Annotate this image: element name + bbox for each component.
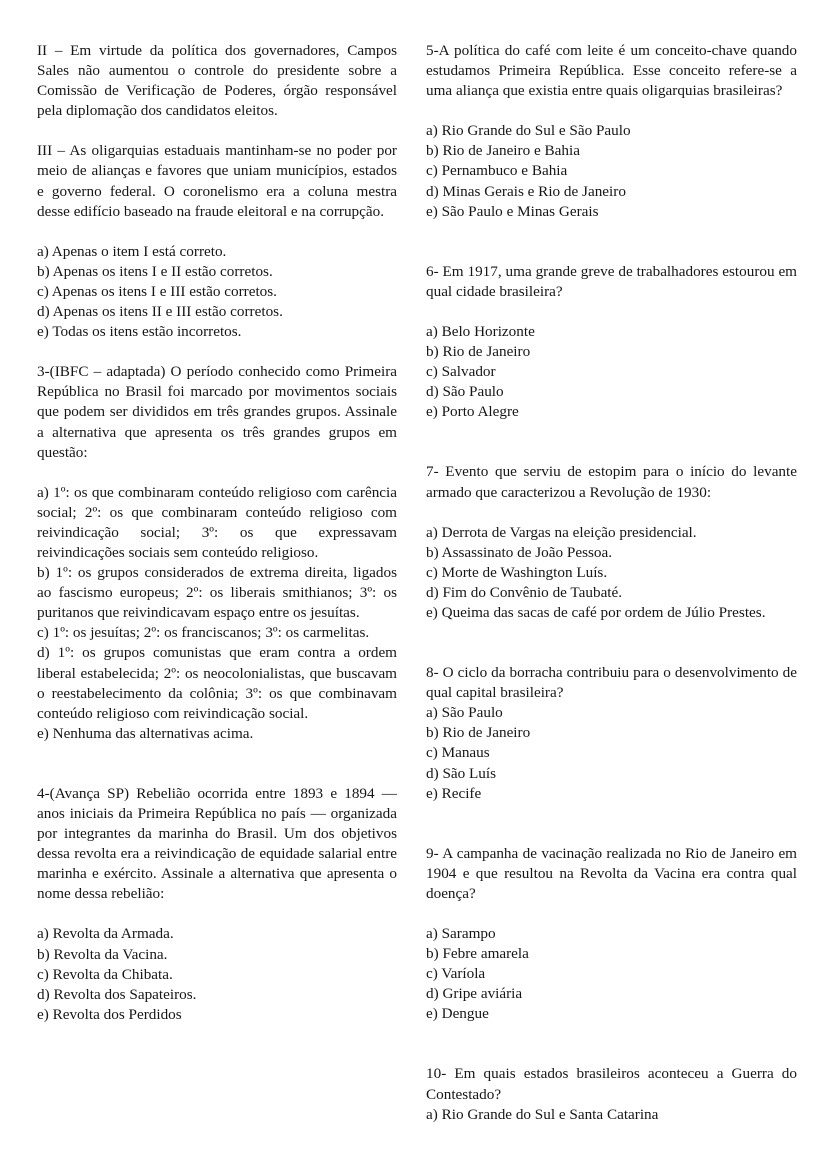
spacer	[426, 101, 797, 121]
option-q3-c[interactable]: c) 1º: os jesuítas; 2º: os franciscanos; 3º: os carmelitas.	[37, 624, 370, 642]
spacer	[426, 222, 797, 262]
option-q2-b[interactable]: b) Apenas os itens I e II estão corretos.	[37, 262, 273, 280]
option-q5-e[interactable]: e) São Paulo e Minas Gerais	[426, 202, 599, 220]
option-q3-b[interactable]: b) 1º: os grupos considerados de extrema direita, ligados ao fascismo europeus; 2º: os liberais smithianos; 3º: os puritanos que reivindicavam espaço entre os jesuítas.	[37, 564, 397, 622]
spacer	[37, 342, 397, 362]
option-q3-d[interactable]: d) 1º: os grupos comunistas que eram contra a ordem liberal estabelecida; 2º: os neocolonialistas, que buscavam o reestabelecimento da colônia; 3º: os que combinavam conteúdo religioso com reivindicação social.	[37, 644, 397, 722]
option-q5-d[interactable]: d) Minas Gerais e Rio de Janeiro	[426, 182, 626, 200]
option-q7-a[interactable]: a) Derrota de Vargas na eleição presidencial.	[426, 523, 697, 541]
spacer	[37, 121, 397, 141]
option-q5-c[interactable]: c) Pernambuco e Bahia	[426, 162, 568, 180]
spacer	[426, 503, 797, 523]
left-column	[37, 41, 397, 1025]
option-q6-e[interactable]: e) Porto Alegre	[426, 403, 519, 421]
option-q5-b[interactable]: b) Rio de Janeiro e Bahia	[426, 142, 580, 160]
option-q4-d[interactable]: d) Revolta dos Sapateiros.	[37, 985, 197, 1003]
option-q8-e[interactable]: e) Recife	[426, 784, 482, 802]
statement-item-III: III – As oligarquias estaduais mantinham-se no poder por meio de alianças e favores que uniam municípios, estados e governo federal. O coronelismo era a coluna mestra desse edifício baseado na fraude eleitoral e na corrupção.	[37, 142, 397, 220]
option-q7-b[interactable]: b) Assassinato de João Pessoa.	[426, 543, 613, 561]
statement-q10: 10- Em quais estados brasileiros aconteceu a Guerra do Contestado?	[426, 1065, 797, 1103]
option-q9-e[interactable]: e) Dengue	[426, 1005, 489, 1023]
option-q6-a[interactable]: a) Belo Horizonte	[426, 322, 535, 340]
two-column-body	[37, 41, 797, 1166]
option-q6-c[interactable]: c) Salvador	[426, 363, 496, 381]
spacer	[426, 302, 797, 322]
option-q2-c[interactable]: c) Apenas os itens I e III estão corretos.	[37, 282, 277, 300]
spacer	[37, 222, 397, 242]
spacer	[426, 1024, 797, 1064]
option-q2-a[interactable]: a) Apenas o item I está correto.	[37, 242, 227, 260]
statement-item-II: II – Em virtude da política dos governadores, Campos Sales não aumentou o controle do presidente sobre a Comissão de Verificação de Poderes, órgão responsável pela diplomação dos candidatos eleitos.	[37, 42, 397, 120]
statement-q5: 5-A política do café com leite é um conceito-chave quando estudamos Primeira República. Esse conceito refere-se a uma aliança que existia entre quais oligarquias brasileiras?	[426, 42, 797, 100]
option-q10-a[interactable]: a) Rio Grande do Sul e Santa Catarina	[426, 1105, 659, 1123]
option-q6-b[interactable]: b) Rio de Janeiro	[426, 343, 531, 361]
option-q3-a[interactable]: a) 1º: os que combinaram conteúdo religioso com carência social; 2º: os que combinaram conteúdo religioso com reivindicação social; 3º: os que expressavam reivindicações sociais sem conteúdo religioso.	[37, 483, 397, 561]
spacer	[426, 904, 797, 924]
option-q9-a[interactable]: a) Sarampo	[426, 925, 496, 942]
statement-q9: 9- A campanha de vacinação realizada no Rio de Janeiro em 1904 e que resultou na Revolta da Vacina era contra qual doença?	[426, 844, 797, 902]
option-q4-e[interactable]: e) Revolta dos Perdidos	[37, 1005, 182, 1023]
spacer	[37, 463, 397, 483]
option-q2-e[interactable]: e) Todas os itens estão incorretos.	[37, 323, 242, 341]
statement-q6: 6- Em 1917, uma grande greve de trabalhadores estourou em qual cidade brasileira?	[426, 262, 797, 300]
option-q4-a[interactable]: a) Revolta da Armada.	[37, 925, 174, 943]
option-q4-c[interactable]: c) Revolta da Chibata.	[37, 965, 173, 983]
option-q8-d[interactable]: d) São Luís	[426, 764, 497, 782]
option-q2-d[interactable]: d) Apenas os itens II e III estão corretos.	[37, 303, 283, 321]
statement-q3: 3-(IBFC – adaptada) O período conhecido como Primeira República no Brasil foi marcado por movimentos sociais que podem ser divididos em três grandes grupos. Assinale a alternativa que apresenta os três grandes grupos em questão:	[37, 363, 397, 461]
statement-q7: 7- Evento que serviu de estopim para o início do levante armado que caracterizou a Revolução de 1930:	[426, 463, 797, 501]
option-q7-d[interactable]: d) Fim do Convênio de Taubaté.	[426, 583, 623, 601]
option-q8-b[interactable]: b) Rio de Janeiro	[426, 724, 531, 742]
spacer	[426, 422, 797, 462]
option-q8-c[interactable]: c) Manaus	[426, 744, 490, 762]
option-q9-b[interactable]: b) Febre amarela	[426, 945, 529, 963]
spacer	[426, 623, 797, 663]
option-q4-b[interactable]: b) Revolta da Vacina.	[37, 945, 168, 963]
option-q5-a[interactable]: a) Rio Grande do Sul e São Paulo	[426, 122, 631, 140]
option-q6-d[interactable]: d) São Paulo	[426, 383, 504, 401]
spacer	[426, 804, 797, 844]
statement-q8: 8- O ciclo da borracha contribuiu para o desenvolvimento de qual capital brasileira?	[426, 664, 797, 702]
option-q9-c[interactable]: c) Varíola	[426, 965, 486, 983]
option-q8-a[interactable]: a) São Paulo	[426, 704, 503, 722]
option-q7-c[interactable]: c) Morte de Washington Luís.	[426, 563, 608, 581]
option-q7-e[interactable]: e) Queima das sacas de café por ordem de Júlio Prestes.	[426, 603, 766, 621]
spacer	[37, 744, 397, 784]
spacer	[37, 904, 397, 924]
option-q3-e[interactable]: e) Nenhuma das alternativas acima.	[37, 724, 254, 742]
right-column	[426, 41, 797, 1125]
statement-q4: 4-(Avança SP) Rebelião ocorrida entre 1893 e 1894 — anos iniciais da Primeira República no país — organizada por integrantes da marinha do Brasil. Um dos objetivos dessa revolta era a reivindicação de equidade salarial entre marinha e exército. Assinale a alternativa que apresenta o nome dessa rebelião:	[37, 784, 397, 903]
option-q9-d[interactable]: d) Gripe aviária	[426, 985, 523, 1003]
